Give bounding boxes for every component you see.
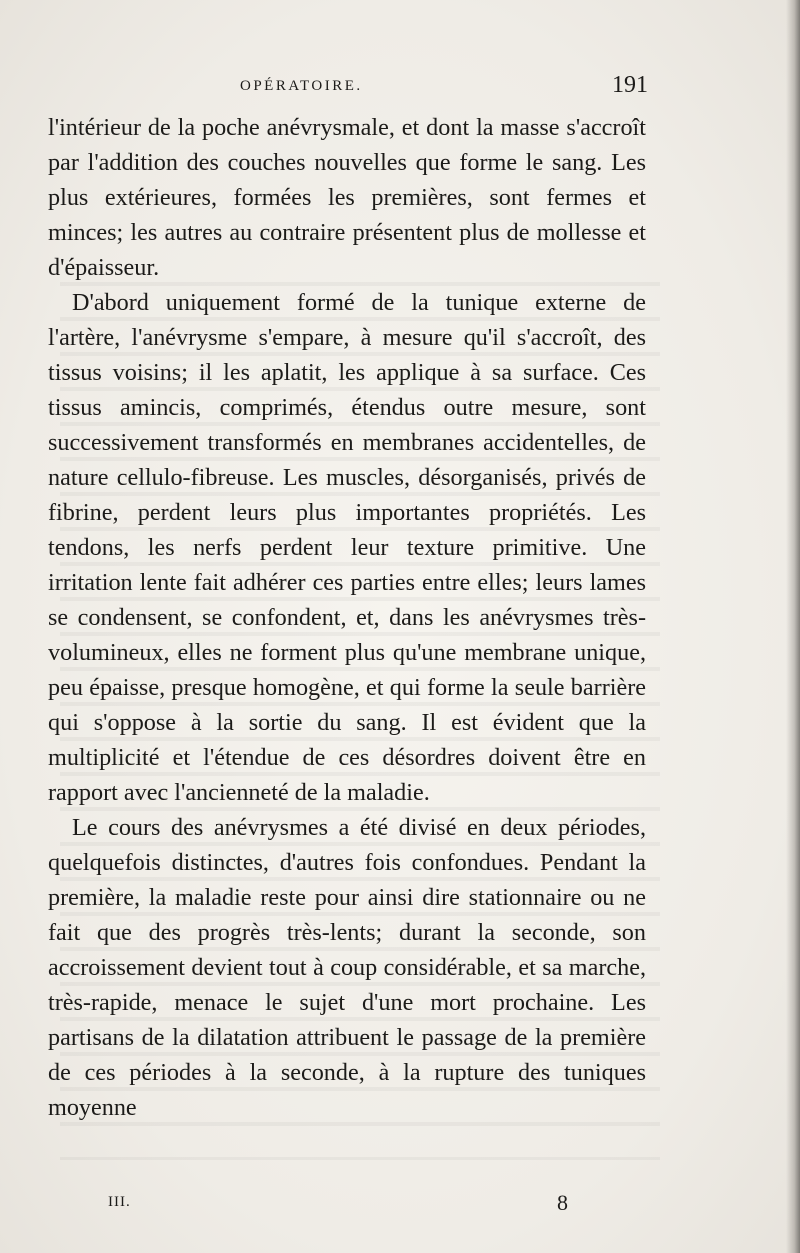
page-edge-shadow (786, 0, 800, 1253)
page-footer (108, 1190, 568, 1220)
signature-number: 8 (557, 1190, 568, 1215)
page-header (48, 72, 648, 106)
running-head: OPÉRATOIRE. (240, 78, 363, 94)
paragraph-aneurysm-course: Le cours des anévrysmes a été divisé en deux périodes, quelquefois distinctes, d'autres fois confondues. Pendant la première, la maladie reste pour ainsi dire stationnaire ou ne fait que des progrès très-lents; durant la seconde, son accroissement devient tout à coup considérable, et sa marche, très-rapide, menace le sujet d'une mort prochaine. Les partisans de la dilatation attribuent le passage de la première de ces périodes à la seconde, à la rupture des tuniques moyenne (48, 814, 646, 1121)
body-text (48, 110, 646, 1125)
page-number: 191 (612, 72, 648, 98)
signature-mark: III. (108, 1194, 131, 1210)
paragraph-aneurysm-formation: D'abord uniquement formé de la tunique externe de l'artère, l'anévrysme s'empare, à mesure qu'il s'accroît, des tissus voisins; il les aplatit, les applique à sa surface. Ces tissus amincis, comprimés, étendus outre mesure, sont successivement transformés en membranes accidentelles, de nature cellulo-fibreuse. Les muscles, désorganisés, privés de fibrine, perdent leurs plus importantes propriétés. Les tendons, les nerfs perdent leur texture primitive. Une irritation lente fait adhérer ces parties entre elles; leurs lames se condensent, se confondent, et, dans les anévrysmes très-volumineux, elles ne forment plus qu'une membrane unique, peu épaisse, presque homogène, et qui forme la seule barrière qui s'oppose à la sortie du sang. Il est évident que la multiplicité et l'étendue de ces désordres doivent être en rapport avec l'ancienneté de la maladie. (48, 289, 646, 806)
paragraph-continuation: l'intérieur de la poche anévrysmale, et dont la masse s'accroît par l'addition des couches nouvelles que forme le sang. Les plus extérieures, formées les premières, sont fermes et minces; les autres au contraire présentent plus de mollesse et d'épaisseur. (48, 114, 646, 281)
